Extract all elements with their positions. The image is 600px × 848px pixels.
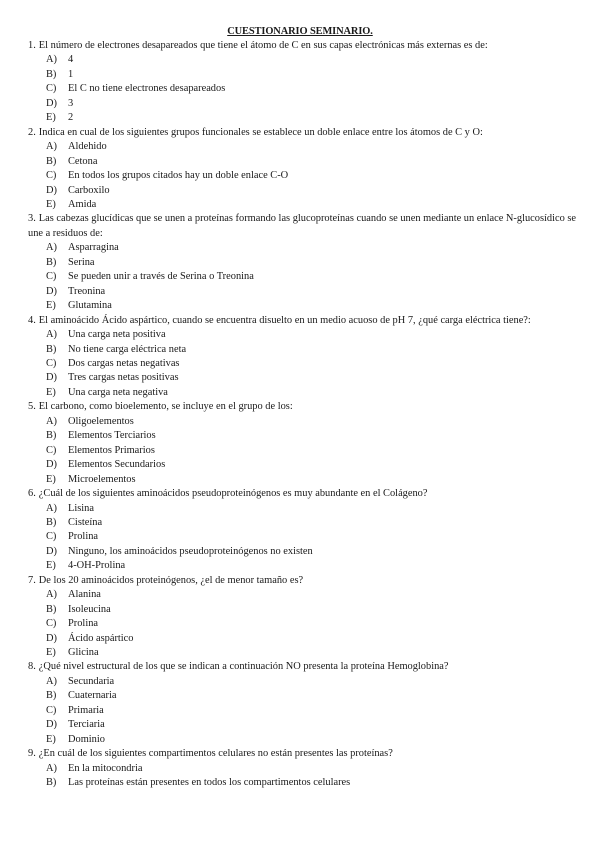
- option-label: D): [46, 459, 57, 471]
- answer-option: [28, 545, 588, 559]
- answer-option: [28, 299, 588, 313]
- option-label: B): [46, 603, 57, 615]
- question-number: 1.: [28, 40, 36, 51]
- option-label: C): [46, 271, 57, 283]
- answer-option: [28, 270, 588, 284]
- option-label: A): [46, 502, 57, 514]
- question-text: [28, 487, 588, 501]
- option-text: Una carga neta negativa: [68, 386, 168, 398]
- question-number: 7.: [28, 574, 36, 586]
- question-statement: ¿En cuál de los siguientes compartimentos celulares no están presentes las proteínas?: [38, 748, 393, 760]
- option-label: A): [46, 242, 57, 254]
- option-text: 2: [68, 112, 74, 124]
- option-label: E): [46, 112, 56, 124]
- option-text: Serina: [68, 256, 95, 268]
- option-text: 3: [68, 97, 74, 109]
- option-label: E): [46, 647, 56, 659]
- option-text: El C no tiene electrones desapareados: [68, 83, 226, 95]
- option-label: E): [46, 198, 56, 210]
- option-text: Glutamina: [68, 300, 112, 312]
- option-text: 4: [68, 54, 74, 66]
- option-text: Primaria: [68, 704, 104, 716]
- option-list: [28, 241, 588, 313]
- option-label: C): [46, 170, 57, 182]
- option-text: Terciaria: [68, 719, 105, 731]
- option-text: Treonina: [68, 285, 106, 297]
- answer-option: [28, 285, 588, 299]
- question-number: 9.: [28, 748, 36, 760]
- option-text: Secundaria: [68, 675, 115, 687]
- answer-option: [28, 530, 588, 544]
- question-number: 3.: [28, 213, 36, 225]
- answer-option: [28, 776, 588, 790]
- answer-option: [28, 444, 588, 458]
- question-text: [28, 39, 588, 53]
- answer-option: [28, 256, 588, 270]
- option-text: Se pueden unir a través de Serina o Treonina: [68, 271, 254, 283]
- question-9: [28, 747, 588, 790]
- option-label: E): [46, 473, 56, 485]
- question-text: [28, 574, 588, 588]
- answer-option: [28, 111, 588, 125]
- option-text: Cisteína: [68, 516, 103, 528]
- option-label: C): [46, 357, 57, 369]
- answer-option: [28, 184, 588, 198]
- answer-option: [28, 559, 588, 573]
- answer-option: [28, 473, 588, 487]
- answer-option: [28, 762, 588, 776]
- question-4: [28, 314, 588, 401]
- answer-option: [28, 429, 588, 443]
- answer-option: [28, 646, 588, 660]
- option-label: C): [46, 531, 57, 543]
- option-text: Oligoelementos: [68, 415, 134, 427]
- answer-option: [28, 328, 588, 342]
- answer-option: [28, 68, 588, 82]
- option-text: Elementos Primarios: [68, 444, 155, 456]
- answer-option: [28, 97, 588, 111]
- option-label: D): [46, 719, 57, 731]
- question-text: [28, 747, 588, 761]
- option-text: Las proteínas están presentes en todos los compartimentos celulares: [68, 777, 351, 789]
- option-label: B): [46, 68, 57, 80]
- option-text: Elementos Terciarios: [68, 430, 156, 442]
- option-label: D): [46, 632, 57, 644]
- answer-option: [28, 632, 588, 646]
- question-statement: Indica en cual de los siguientes grupos funcionales se establece un doble enlace entre los átomos de C y O:: [38, 126, 483, 138]
- question-8: [28, 660, 588, 747]
- question-number: 8.: [28, 661, 36, 673]
- option-list: [28, 328, 588, 400]
- question-statement: El aminoácido Ácido aspártico, cuando se encuentra disuelto en un medio acuoso de pH 7, ¿qué carga eléctrica tiene?:: [38, 314, 531, 326]
- option-text: Ácido aspártico: [68, 632, 134, 644]
- option-label: C): [46, 444, 57, 456]
- answer-option: [28, 689, 588, 703]
- option-label: B): [46, 343, 57, 355]
- option-label: D): [46, 545, 57, 557]
- answer-option: [28, 371, 588, 385]
- option-label: D): [46, 184, 57, 196]
- answer-option: [28, 675, 588, 689]
- option-label: B): [46, 430, 57, 442]
- answer-option: [28, 241, 588, 255]
- option-label: E): [46, 733, 56, 745]
- question-text: [28, 400, 588, 414]
- option-label: B): [46, 256, 57, 268]
- option-label: E): [46, 300, 56, 312]
- option-label: C): [46, 618, 57, 630]
- answer-option: [28, 198, 588, 212]
- option-text: Isoleucina: [68, 603, 111, 615]
- question-list: [28, 39, 588, 791]
- answer-option: [28, 415, 588, 429]
- question-statement: Las cabezas glucídicas que se unen a proteínas formando las glucoproteínas cuando se unen mediante un enlace N-glucosídico se une a residuos de:: [28, 213, 577, 239]
- answer-option: [28, 718, 588, 732]
- option-text: Amida: [68, 198, 97, 210]
- option-text: 1: [68, 68, 74, 80]
- option-label: A): [46, 141, 57, 153]
- question-1: [28, 39, 588, 126]
- answer-option: [28, 343, 588, 357]
- option-label: D): [46, 97, 57, 109]
- question-text: [28, 314, 588, 328]
- option-label: A): [46, 762, 57, 774]
- question-number: 4.: [28, 314, 36, 326]
- answer-option: [28, 502, 588, 516]
- answer-option: [28, 386, 588, 400]
- option-text: Tres cargas netas positivas: [68, 372, 179, 384]
- option-text: Carboxilo: [68, 184, 110, 196]
- question-statement: El carbono, como bioelemento, se incluye en el grupo de los:: [38, 401, 293, 413]
- answer-option: [28, 82, 588, 96]
- option-label: C): [46, 704, 57, 716]
- option-text: En todos los grupos citados hay un doble enlace C-O: [68, 170, 289, 182]
- option-label: E): [46, 560, 56, 572]
- question-statement: ¿Cuál de los siguientes aminoácidos pseudoproteinógenos es muy abundante en el Colágeno?: [38, 488, 428, 500]
- option-list: [28, 675, 588, 747]
- option-text: No tiene carga eléctrica neta: [68, 343, 187, 355]
- question-statement: ¿Qué nivel estructural de los que se indican a continuación NO presenta la proteína Hemoglobina?: [38, 661, 449, 673]
- option-label: C): [46, 83, 57, 95]
- option-text: 4-OH-Prolina: [68, 560, 126, 572]
- question-5: [28, 400, 588, 487]
- option-text: Cetona: [68, 155, 98, 167]
- answer-option: [28, 516, 588, 530]
- option-list: [28, 53, 588, 125]
- option-text: Una carga neta positiva: [68, 329, 166, 341]
- answer-option: [28, 733, 588, 747]
- option-text: Ninguno, los aminoácidos pseudoproteinógenos no existen: [68, 545, 313, 557]
- option-label: A): [46, 415, 57, 427]
- option-label: E): [46, 386, 56, 398]
- answer-option: [28, 357, 588, 371]
- question-3: [28, 212, 588, 313]
- option-text: Glicina: [68, 647, 99, 659]
- question-text: [28, 212, 588, 241]
- option-list: [28, 140, 588, 212]
- page-title: CUESTIONARIO SEMINARIO.: [227, 26, 373, 37]
- answer-option: [28, 603, 588, 617]
- answer-option: [28, 140, 588, 154]
- question-number: 2.: [28, 126, 36, 138]
- answer-option: [28, 704, 588, 718]
- option-text: En la mitocondria: [68, 762, 143, 774]
- answer-option: [28, 155, 588, 169]
- option-text: Prolina: [68, 618, 99, 630]
- question-statement: El número de electrones desapareados que tiene el átomo de C en sus capas electrónicas más externas es de:: [38, 40, 488, 51]
- option-text: Lisina: [68, 502, 94, 514]
- question-statement: De los 20 aminoácidos proteinógenos, ¿el de menor tamaño es?: [38, 574, 304, 586]
- option-text: Aldehido: [68, 141, 107, 153]
- option-list: [28, 588, 588, 660]
- answer-option: [28, 588, 588, 602]
- option-text: Dos cargas netas negativas: [68, 357, 180, 369]
- answer-option: [28, 53, 588, 67]
- option-list: [28, 762, 588, 791]
- option-text: Prolina: [68, 531, 99, 543]
- answer-option: [28, 169, 588, 183]
- option-text: Cuaternaria: [68, 690, 117, 702]
- answer-option: [28, 458, 588, 472]
- option-label: A): [46, 675, 57, 687]
- question-2: [28, 126, 588, 213]
- option-text: Elementos Secundarios: [68, 459, 166, 471]
- question-text: [28, 660, 588, 674]
- option-label: A): [46, 54, 57, 66]
- option-label: A): [46, 589, 57, 601]
- option-label: B): [46, 690, 57, 702]
- option-text: Alanina: [68, 589, 101, 601]
- option-label: B): [46, 516, 57, 528]
- question-6: [28, 487, 588, 574]
- option-label: B): [46, 777, 57, 789]
- question-7: [28, 574, 588, 661]
- option-label: D): [46, 372, 57, 384]
- option-label: A): [46, 329, 57, 341]
- option-list: [28, 502, 588, 574]
- option-text: Asparragina: [68, 242, 119, 254]
- option-list: [28, 415, 588, 487]
- option-text: Dominio: [68, 733, 105, 745]
- question-number: 6.: [28, 488, 36, 500]
- option-label: D): [46, 285, 57, 297]
- question-text: [28, 126, 588, 140]
- question-number: 5.: [28, 401, 36, 413]
- option-label: B): [46, 155, 57, 167]
- answer-option: [28, 617, 588, 631]
- option-text: Microelementos: [68, 473, 136, 485]
